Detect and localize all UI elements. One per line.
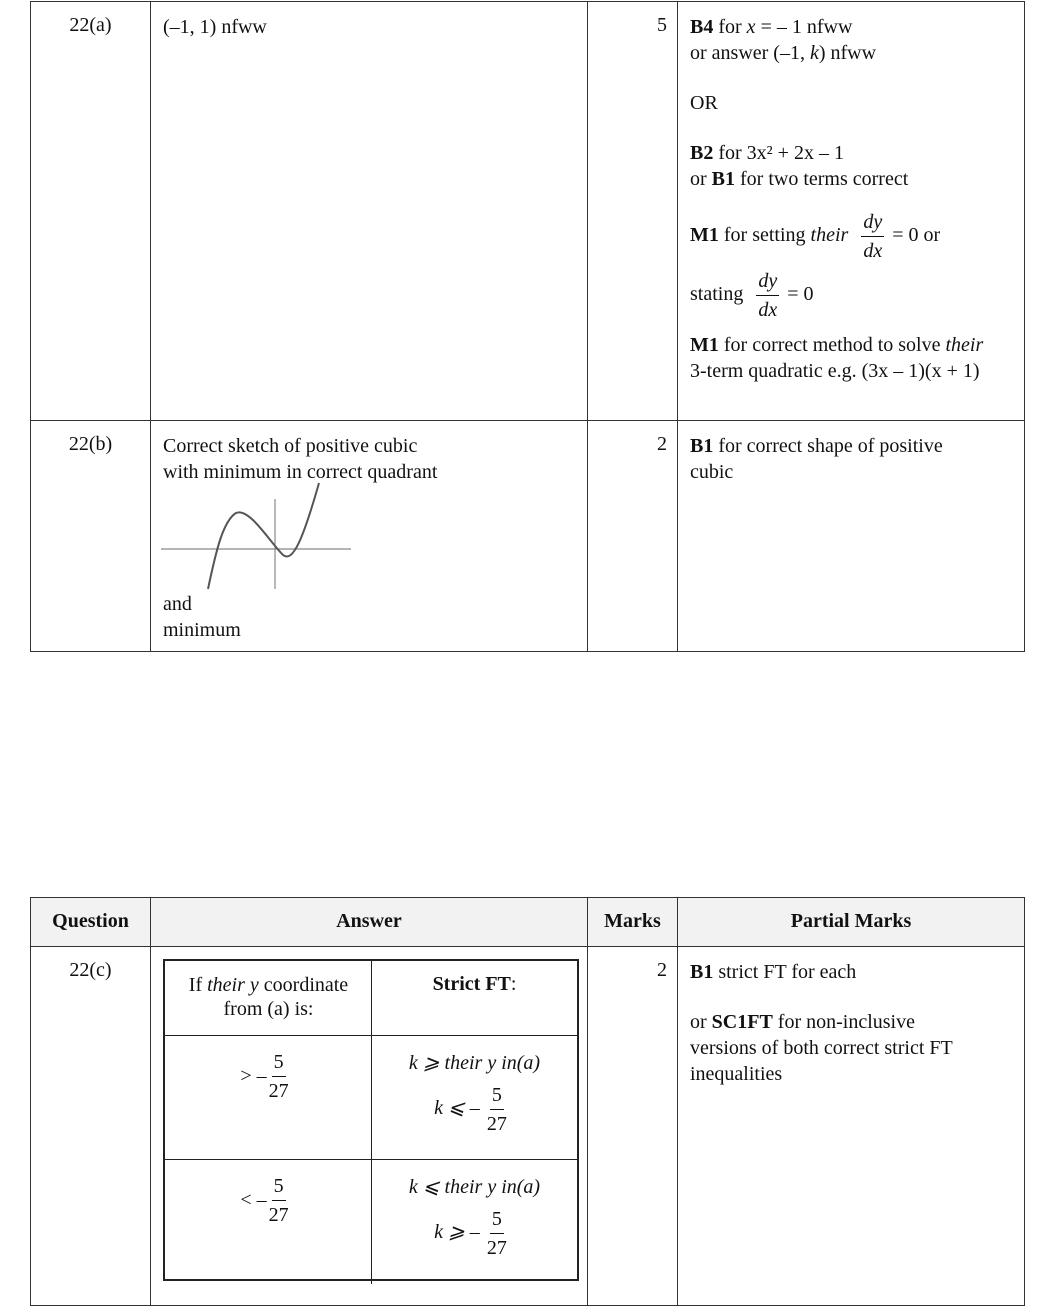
answer-cell bbox=[150, 946, 588, 1306]
marks-cell: 2 bbox=[587, 946, 678, 1306]
header-row bbox=[30, 897, 1025, 947]
answer-cell bbox=[150, 420, 588, 652]
ft-inequality: k ⩽ – $\frac{5}{27}$ bbox=[372, 1081, 577, 1138]
pm-line-b2: B2 for 3x² + 2x – 1 bbox=[690, 142, 844, 164]
ft-inner-table bbox=[163, 959, 579, 1281]
pm-line-quadratic: 3-term quadratic e.g. (3x – 1)(x + 1) bbox=[690, 359, 980, 382]
answer-and: and bbox=[163, 593, 192, 615]
answer-line: Correct sketch of positive cubic bbox=[163, 435, 418, 457]
ft-header-strict: Strict FT: bbox=[371, 961, 577, 1035]
header-partial-marks: Partial Marks bbox=[677, 897, 1025, 947]
ft-header-condition: If their y coordinate from (a) is: bbox=[188, 974, 349, 1020]
question-number: 22(b) bbox=[30, 420, 151, 652]
marks-cell: 2 bbox=[587, 420, 678, 652]
partial-marks-cell bbox=[677, 946, 1025, 1306]
cubic-sketch bbox=[161, 481, 361, 591]
partial-marks-cell bbox=[677, 420, 1025, 652]
question-number: 22(a) bbox=[30, 1, 151, 421]
row-22b bbox=[30, 420, 1025, 652]
cubic-curve bbox=[208, 483, 319, 589]
pm-line-b1: B1 for correct shape of positive bbox=[690, 435, 943, 457]
marks-cell: 5 bbox=[587, 1, 678, 421]
ft-inequality: k ⩽ their y in(a) bbox=[408, 1176, 541, 1198]
ft-row-greater bbox=[165, 1035, 577, 1160]
pm-line-answer: or answer (–1, k) nfww bbox=[690, 42, 877, 64]
pm-line-b1: B1 strict FT for each bbox=[690, 961, 857, 983]
pm-line-m1-setting: M1 for setting their $\frac{dy}{dx}$ = 0 or bbox=[690, 206, 1016, 265]
partial-marks-cell bbox=[677, 1, 1025, 421]
row-22a bbox=[30, 1, 1025, 421]
row-22c bbox=[30, 946, 1025, 1306]
pm-line-stating: stating $\frac{dy}{dx}$ = 0 bbox=[690, 265, 1016, 324]
answer-text: (–1, 1) nfww bbox=[163, 16, 267, 38]
ft-header-row bbox=[165, 961, 577, 1035]
header-question: Question bbox=[30, 897, 151, 947]
ft-row-less bbox=[165, 1159, 577, 1284]
ft-inequality: k ⩾ – $\frac{5}{27}$ bbox=[372, 1205, 577, 1262]
question-number: 22(c) bbox=[30, 946, 151, 1306]
dy-dx-fraction: $\frac{dy}{dx}$ bbox=[861, 208, 884, 265]
mark-scheme-table-top bbox=[30, 1, 1025, 652]
pm-line-b1: or B1 for two terms correct bbox=[690, 168, 909, 190]
pm-line-versions: versions of both correct strict FT bbox=[690, 1037, 953, 1059]
dy-dx-fraction: $\frac{dy}{dx}$ bbox=[756, 267, 779, 324]
header-marks: Marks bbox=[587, 897, 678, 947]
pm-line-inequalities: inequalities bbox=[690, 1063, 783, 1085]
pm-line-m1-method: M1 for correct method to solve their bbox=[690, 333, 984, 356]
ft-inequality: k ⩾ their y in(a) bbox=[408, 1052, 541, 1074]
answer-line: with minimum in correct quadrant bbox=[163, 461, 438, 483]
pm-line-b4: B4 for x = – 1 nfww bbox=[690, 16, 853, 38]
pm-line-sc1ft: or SC1FT for non-inclusive bbox=[690, 1011, 915, 1033]
answer-cell bbox=[150, 1, 588, 421]
ft-condition: > – $\frac{5}{27}$ bbox=[165, 1036, 372, 1160]
pm-or: OR bbox=[690, 92, 718, 114]
pm-line-cubic: cubic bbox=[690, 461, 734, 483]
header-answer: Answer bbox=[150, 897, 588, 947]
answer-minimum: minimum bbox=[163, 619, 241, 641]
ft-inequalities bbox=[371, 1036, 577, 1160]
ft-condition: < – $\frac{5}{27}$ bbox=[165, 1160, 372, 1284]
mark-scheme-table-bottom bbox=[30, 897, 1025, 1300]
ft-inequalities bbox=[371, 1160, 577, 1284]
